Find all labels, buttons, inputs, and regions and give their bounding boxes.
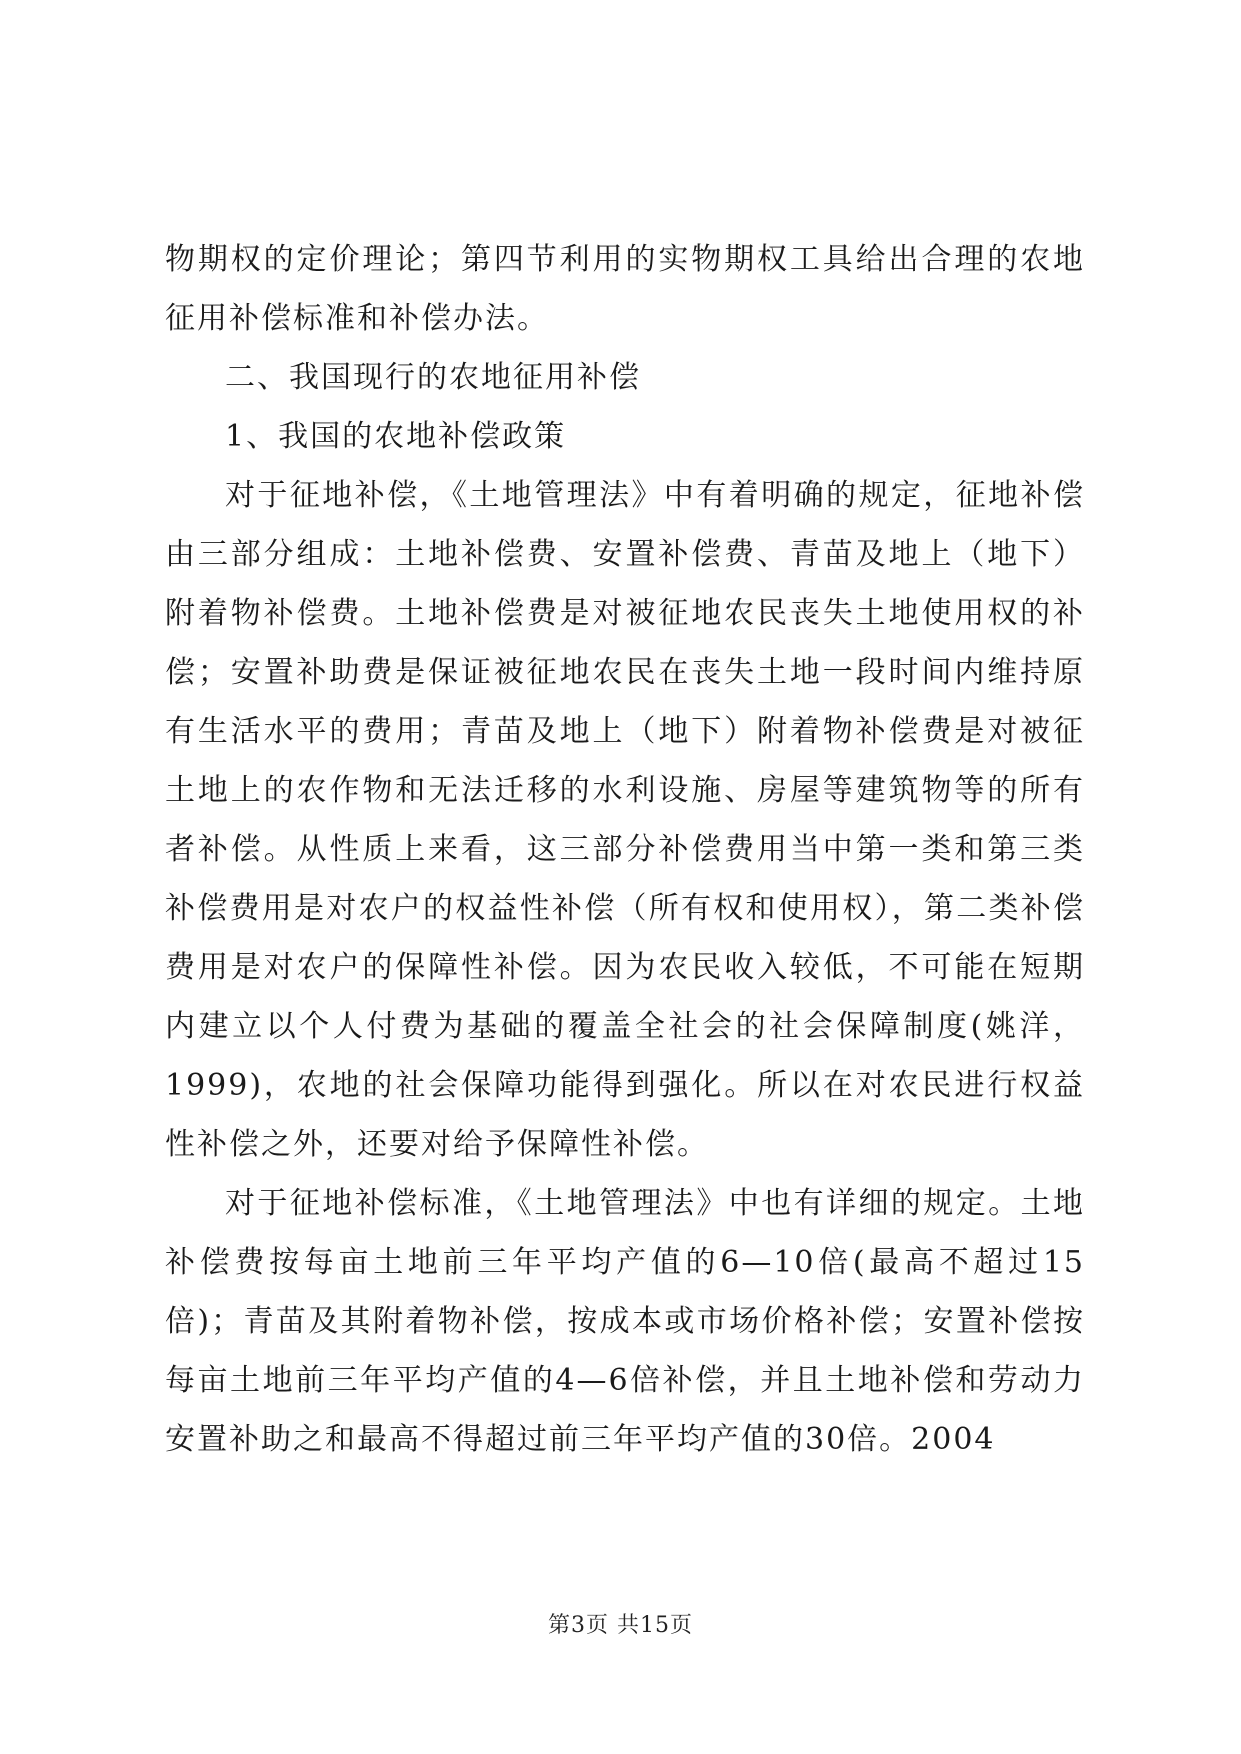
section-heading: 二、我国现行的农地征用补偿 — [225, 360, 641, 395]
page-number-footer: 第3页 共15页 — [548, 1613, 693, 1638]
paragraph-compensation-standard: 对于征地补偿标准，《土地管理法》中也有详细的规定。土地补偿费按每亩土地前三年平均产值的6—10倍(最高不超过15倍)；青苗及其附着物补偿，按成本或市场价格补偿；安置补偿按每亩土地前三年平均产值的4—6倍补偿，并且土地补偿和劳动力安置补助之和最高不得超过前三年平均产值的30倍。2004 — [165, 1186, 1085, 1457]
document-body — [165, 230, 1085, 1469]
paragraph-compensation-composition: 对于征地补偿，《土地管理法》中有着明确的规定，征地补偿由三部分组成：土地补偿费、安置补偿费、青苗及地上（地下）附着物补偿费。土地补偿费是对被征地农民丧失土地使用权的补偿；安置补助费是保证被征地农民在丧失土地一段时间内维持原有生活水平的费用；青苗及地上（地下）附着物补偿费是对被征土地上的农作物和无法迁移的水利设施、房屋等建筑物等的所有者补偿。从性质上来看，这三部分补偿费用当中第一类和第三类补偿费用是对农户的权益性补偿（所有权和使用权），第二类补偿费用是对农户的保障性补偿。因为农民收入较低，不可能在短期内建立以个人付费为基础的覆盖全社会的社会保障制度(姚洋，1999)，农地的社会保障功能得到强化。所以在对农民进行权益性补偿之外，还要对给予保障性补偿。 — [165, 478, 1085, 1162]
subsection-heading: 1、我国的农地补偿政策 — [225, 419, 567, 454]
paragraph-intro-continuation: 物期权的定价理论；第四节利用的实物期权工具给出合理的农地征用补偿标准和补偿办法。 — [165, 242, 1085, 336]
